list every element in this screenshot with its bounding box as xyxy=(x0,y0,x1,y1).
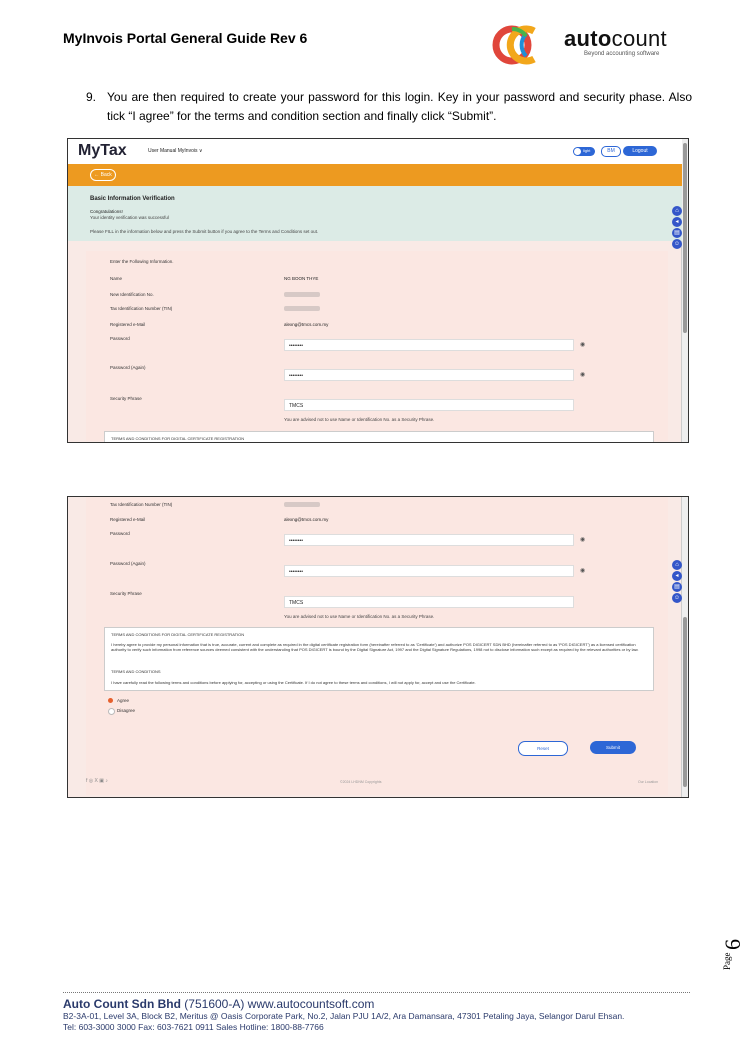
label-password: Password xyxy=(110,531,130,536)
logout-button[interactable]: Logout xyxy=(623,146,657,156)
info-icon[interactable]: ◂ xyxy=(672,571,682,581)
label-security-phrase: Security Phrase xyxy=(110,591,142,596)
info-icon[interactable]: ◂ xyxy=(672,217,682,227)
value-name: NG BOON THYE xyxy=(284,276,319,281)
redacted-tin xyxy=(284,306,320,311)
verified-text: Your identity verification was successful xyxy=(90,215,169,220)
submit-button[interactable]: Submit xyxy=(590,741,636,754)
language-button[interactable]: BM xyxy=(601,146,621,157)
footer-address: B2-3A-01, Level 3A, Block B2, Meritus @ Oasis Corporate Park, No.2, Jalan PJU 1A/2, Ara Damansara, 47301 Petaling Jaya, Selangor Darul Ehsan. xyxy=(63,1011,625,1021)
label-password-again: Password (Again) xyxy=(110,365,146,370)
chat-icon[interactable]: ☺ xyxy=(673,595,681,601)
terms-subheading: TERMS AND CONDITIONS xyxy=(111,669,161,674)
step-number: 9. xyxy=(86,90,97,104)
side-buttons xyxy=(672,560,682,604)
password-again-input[interactable]: •••••••• xyxy=(284,369,574,381)
label-new-id: New Identification No. xyxy=(110,292,154,297)
terms-last: I have carefully read the following terms and conditions before applying for, accepting or using the Certificate. If I do not agree to these terms and conditions, I will not apply for, accept and use the Certificate. xyxy=(111,680,476,685)
label-email: Registered e-Mail xyxy=(110,322,146,327)
logo-tagline: Beyond accounting software xyxy=(584,51,660,57)
label-tin: Tax Identification Number (TIN) xyxy=(110,502,173,507)
eye-icon[interactable]: ◉ xyxy=(580,568,586,574)
portal-nav[interactable]: User Manual MyInvois ∨ xyxy=(148,148,203,154)
terms-title: TERMS AND CONDITIONS FOR DIGITAL CERTIFICATE REGISTRATION xyxy=(111,632,245,637)
back-button[interactable]: ← Back xyxy=(90,169,116,181)
logo-wordmark: autocount xyxy=(564,26,667,51)
theme-toggle[interactable]: light xyxy=(573,147,595,156)
eye-icon[interactable]: ◉ xyxy=(580,372,586,378)
label-email: Registered e-Mail xyxy=(110,517,146,522)
step-text: You are then required to create your password for this login. Key in your password and security phase. Also tick “I agree” for the terms and condition section and finally click “Submit”. xyxy=(107,90,692,123)
disagree-label: Disagree xyxy=(117,708,136,713)
copyright: ©2024 LHDNM Copyrights xyxy=(340,780,382,784)
redacted-tin xyxy=(284,502,320,507)
agree-radio[interactable] xyxy=(108,698,113,703)
chat-icon[interactable]: ☺ xyxy=(673,241,681,247)
autocount-logo-icon xyxy=(492,24,562,66)
orange-banner xyxy=(68,164,682,186)
instruction-text: Please FILL in the information below and press the Submit button if you agree to the Terms and Conditions set out. xyxy=(90,229,319,234)
label-tin: Tax Identification Number (TIN) xyxy=(110,306,173,311)
scrollbar[interactable] xyxy=(681,139,688,442)
footer-company-line: Auto Count Sdn Bhd (751600-A) www.autocountsoft.com xyxy=(63,997,375,1011)
portal-topbar xyxy=(68,139,682,165)
home-icon[interactable]: ⌂ xyxy=(672,560,682,570)
section-heading: Basic Information Verification xyxy=(90,196,175,202)
our-location-link[interactable]: Our Location xyxy=(638,780,659,784)
terms-box[interactable] xyxy=(104,431,654,443)
terms-title: TERMS AND CONDITIONS FOR DIGITAL CERTIFICATE REGISTRATION xyxy=(111,436,245,441)
security-advice: You are advised not to use Name or Identification No. as a Security Phrase. xyxy=(284,614,435,619)
reset-button[interactable]: Reset xyxy=(518,741,568,756)
disagree-radio[interactable] xyxy=(108,708,115,715)
form-card xyxy=(86,251,668,441)
value-email: alexng@tmcs.com.my xyxy=(284,517,329,522)
enter-info-heading: Enter the Following Information. xyxy=(110,259,174,264)
verification-panel xyxy=(68,186,682,241)
autocount-logo xyxy=(492,24,692,66)
security-phrase-input[interactable]: TMCS xyxy=(284,596,574,608)
security-phrase-input[interactable]: TMCS xyxy=(284,399,574,411)
value-email: alexng@tmcs.com.my xyxy=(284,322,329,327)
label-password: Password xyxy=(110,336,130,341)
terms-box[interactable] xyxy=(104,627,654,691)
congrats-text: Congratulations! xyxy=(90,209,123,214)
page-number xyxy=(700,934,745,974)
terms-body: I hereby agree to provide my personal information that is true, accurate, current and complete as required in the digital certificate registration form (hereinafter referred to as 'Certificate') and authorize POS DIGICERT SDN BHD (hereinafter referred to as 'POS DIGICERT') as a licensed certification authority to verify such information from reference sources deemed consistent with the understanding that POS DIGICERT is bound by the Digital Signature Act, 1997 and the Digital Signature Regulations, 1998 not to disclose information such except as required by the relevant authorities or by law. xyxy=(111,642,639,652)
form-card xyxy=(86,497,668,795)
page-word: Page xyxy=(722,952,732,970)
step-9 xyxy=(86,88,692,126)
password-input[interactable]: •••••••• xyxy=(284,339,574,351)
manual-icon[interactable]: ▤ xyxy=(672,582,682,592)
home-icon[interactable]: ⌂ xyxy=(672,206,682,216)
screenshot-top xyxy=(67,138,689,443)
agree-label: Agree xyxy=(117,698,130,703)
footer-divider xyxy=(63,992,690,993)
side-buttons xyxy=(672,206,682,250)
label-name: Name xyxy=(110,276,123,281)
label-security-phrase: Security Phrase xyxy=(110,396,142,401)
password-input[interactable]: •••••••• xyxy=(284,534,574,546)
screenshot-bottom xyxy=(67,496,689,798)
social-icons[interactable]: f ◎ X ▣ ♪ xyxy=(86,778,108,784)
page-digit: 6 xyxy=(720,939,745,950)
manual-icon[interactable]: ▤ xyxy=(672,228,682,238)
mytax-logo: MyTax xyxy=(78,142,127,159)
footer-contact: Tel: 603-3000 3000 Fax: 603-7621 0911 Sales Hotline: 1800-88-7766 xyxy=(63,1022,324,1032)
redacted-id xyxy=(284,292,320,297)
scrollbar[interactable] xyxy=(681,497,688,797)
password-again-input[interactable]: •••••••• xyxy=(284,565,574,577)
label-password-again: Password (Again) xyxy=(110,561,146,566)
eye-icon[interactable]: ◉ xyxy=(580,342,586,348)
eye-icon[interactable]: ◉ xyxy=(580,537,586,543)
security-advice: You are advised not to use Name or Identification No. as a Security Phrase. xyxy=(284,417,435,422)
document-title: MyInvois Portal General Guide Rev 6 xyxy=(63,30,308,46)
